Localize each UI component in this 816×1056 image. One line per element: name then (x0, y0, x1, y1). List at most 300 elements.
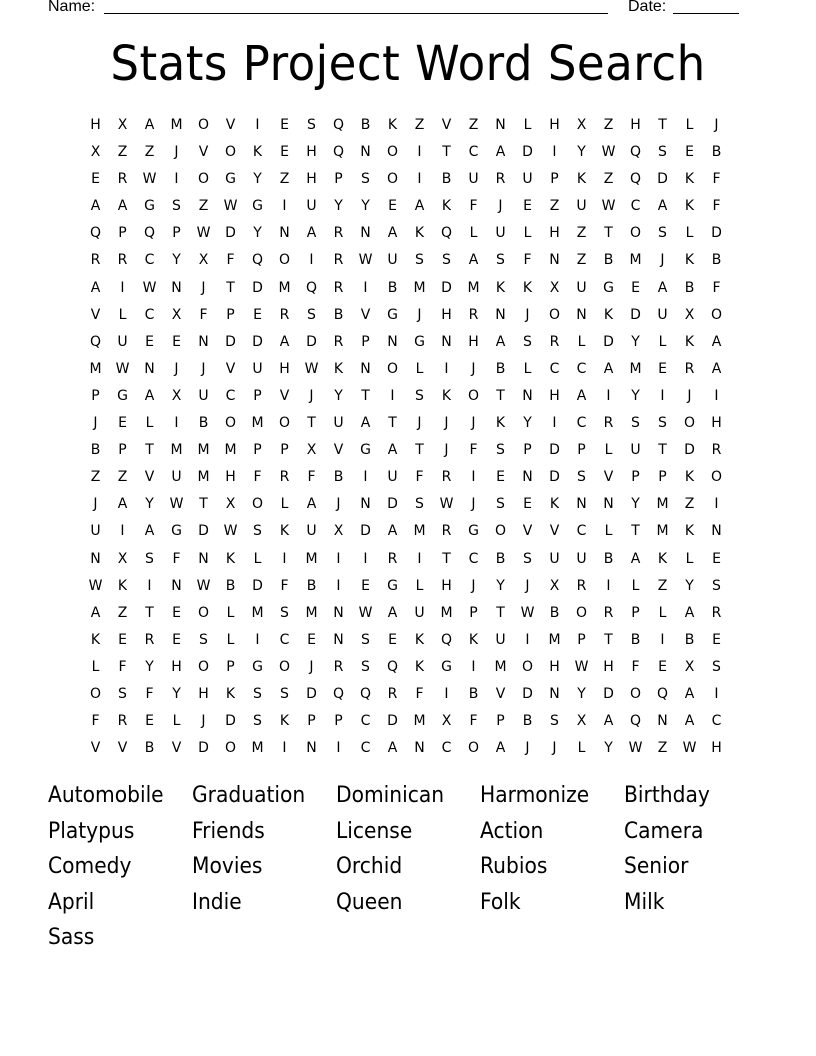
grid-cell[interactable]: H (279, 360, 290, 377)
grid-cell[interactable]: D (306, 685, 317, 702)
grid-cell[interactable]: K (225, 685, 236, 702)
grid-cell[interactable]: Z (279, 171, 290, 188)
grid-cell[interactable]: R (279, 469, 290, 486)
grid-cell[interactable]: U (576, 550, 587, 567)
grid-cell[interactable]: D (711, 225, 722, 242)
grid-cell[interactable]: G (225, 171, 236, 188)
grid-cell[interactable]: L (226, 631, 235, 648)
grid-cell[interactable]: U (468, 171, 479, 188)
grid-cell[interactable]: E (307, 631, 316, 648)
grid-cell[interactable]: R (603, 604, 614, 621)
grid-cell[interactable]: Z (468, 117, 479, 133)
grid-cell[interactable]: Y (631, 387, 640, 404)
grid-cell[interactable]: C (576, 415, 587, 432)
grid-cell[interactable]: D (225, 225, 236, 242)
grid-cell[interactable]: O (197, 604, 210, 621)
grid-cell[interactable]: C (144, 306, 155, 323)
grid-cell[interactable]: W (682, 740, 697, 757)
grid-cell[interactable]: X (306, 442, 317, 459)
grid-cell[interactable]: T (442, 144, 451, 161)
grid-cell[interactable]: V (225, 360, 236, 377)
grid-cell[interactable]: Z (549, 198, 560, 215)
grid-cell[interactable]: I (147, 577, 152, 594)
grid-cell[interactable]: K (684, 171, 695, 188)
grid-cell[interactable]: O (197, 658, 210, 675)
grid-cell[interactable]: V (90, 740, 101, 757)
grid-cell[interactable]: I (606, 577, 611, 594)
grid-cell[interactable]: U (576, 198, 587, 215)
grid-cell[interactable]: S (577, 469, 586, 486)
grid-cell[interactable]: J (498, 198, 503, 215)
grid-cell[interactable]: O (386, 360, 399, 377)
grid-cell[interactable]: V (225, 117, 236, 133)
grid-cell[interactable]: D (522, 685, 533, 702)
grid-cell[interactable]: W (196, 225, 211, 242)
grid-cell[interactable]: P (226, 658, 235, 675)
grid-cell[interactable]: D (630, 306, 641, 323)
grid-cell[interactable]: N (360, 360, 371, 377)
grid-cell[interactable]: H (306, 144, 317, 161)
grid-cell[interactable]: O (710, 306, 723, 323)
grid-cell[interactable]: S (118, 685, 127, 702)
grid-cell[interactable]: P (523, 442, 532, 459)
grid-cell[interactable]: Y (604, 740, 613, 757)
grid-cell[interactable]: Q (629, 144, 642, 161)
grid-cell[interactable]: J (471, 496, 476, 513)
grid-cell[interactable]: K (414, 631, 425, 648)
grid-cell[interactable]: W (223, 198, 238, 215)
grid-cell[interactable]: G (468, 523, 479, 540)
grid-cell[interactable]: B (603, 550, 614, 567)
grid-cell[interactable]: Q (629, 171, 642, 188)
grid-cell[interactable]: R (603, 415, 614, 432)
grid-cell[interactable]: R (333, 658, 344, 675)
grid-cell[interactable]: I (417, 144, 422, 161)
grid-cell[interactable]: W (628, 740, 643, 757)
grid-cell[interactable]: R (495, 171, 506, 188)
grid-cell[interactable]: F (118, 658, 127, 675)
grid-cell[interactable]: L (658, 333, 667, 350)
grid-cell[interactable]: Z (144, 144, 155, 161)
grid-cell[interactable]: L (145, 415, 154, 432)
grid-cell[interactable]: V (117, 740, 128, 757)
grid-cell[interactable]: L (604, 442, 613, 459)
grid-cell[interactable]: M (305, 550, 318, 567)
grid-cell[interactable]: P (361, 333, 370, 350)
date-field[interactable] (673, 13, 739, 14)
grid-cell[interactable]: K (90, 631, 101, 648)
grid-cell[interactable]: M (251, 740, 264, 757)
grid-cell[interactable]: P (469, 604, 478, 621)
grid-cell[interactable]: O (89, 685, 102, 702)
grid-cell[interactable]: D (198, 740, 209, 757)
grid-cell[interactable]: H (549, 658, 560, 675)
grid-cell[interactable]: L (415, 577, 424, 594)
grid-cell[interactable]: Y (523, 415, 532, 432)
grid-cell[interactable]: D (603, 685, 614, 702)
grid-cell[interactable]: J (660, 252, 665, 269)
grid-cell[interactable]: I (660, 631, 665, 648)
grid-cell[interactable]: U (549, 550, 560, 567)
grid-cell[interactable]: B (360, 117, 371, 133)
grid-cell[interactable]: E (172, 604, 181, 621)
grid-cell[interactable]: T (442, 550, 451, 567)
grid-cell[interactable]: Y (577, 685, 586, 702)
grid-cell[interactable]: L (226, 604, 235, 621)
grid-cell[interactable]: C (468, 550, 479, 567)
grid-cell[interactable]: C (225, 387, 236, 404)
grid-cell[interactable]: A (387, 604, 398, 621)
grid-cell[interactable]: O (548, 306, 561, 323)
grid-cell[interactable]: H (711, 415, 722, 432)
grid-cell[interactable]: L (253, 550, 262, 567)
grid-cell[interactable]: L (118, 306, 127, 323)
grid-cell[interactable]: E (145, 333, 154, 350)
grid-cell[interactable]: Z (603, 171, 614, 188)
grid-cell[interactable]: N (387, 333, 398, 350)
grid-cell[interactable]: V (144, 469, 155, 486)
grid-cell[interactable]: S (307, 117, 316, 133)
grid-cell[interactable]: I (552, 144, 557, 161)
grid-cell[interactable]: X (441, 713, 452, 730)
grid-cell[interactable]: G (144, 198, 155, 215)
grid-cell[interactable]: M (170, 117, 183, 133)
grid-cell[interactable]: T (145, 604, 154, 621)
grid-cell[interactable]: O (683, 415, 696, 432)
name-field[interactable] (104, 13, 608, 14)
grid-cell[interactable]: X (549, 577, 560, 594)
grid-cell[interactable]: D (603, 333, 614, 350)
grid-cell[interactable]: N (495, 306, 506, 323)
grid-cell[interactable]: U (387, 469, 398, 486)
grid-cell[interactable]: Y (172, 685, 181, 702)
grid-cell[interactable]: B (333, 306, 344, 323)
grid-cell[interactable]: N (306, 740, 317, 757)
grid-cell[interactable]: A (279, 333, 290, 350)
grid-cell[interactable]: I (174, 415, 179, 432)
grid-cell[interactable]: A (414, 198, 425, 215)
grid-cell[interactable]: R (117, 252, 128, 269)
grid-cell[interactable]: K (684, 469, 695, 486)
grid-cell[interactable]: R (387, 685, 398, 702)
grid-cell[interactable]: A (90, 604, 101, 621)
grid-cell[interactable]: U (495, 631, 506, 648)
grid-cell[interactable]: B (144, 740, 155, 757)
grid-cell[interactable]: H (198, 685, 209, 702)
grid-cell[interactable]: J (174, 360, 179, 377)
grid-cell[interactable]: K (684, 523, 695, 540)
grid-cell[interactable]: M (548, 631, 561, 648)
grid-cell[interactable]: T (496, 604, 505, 621)
grid-cell[interactable]: P (172, 225, 181, 242)
grid-cell[interactable]: S (307, 306, 316, 323)
grid-cell[interactable]: N (333, 631, 344, 648)
grid-cell[interactable]: L (685, 225, 694, 242)
grid-cell[interactable]: H (171, 658, 182, 675)
grid-cell[interactable]: Y (253, 225, 262, 242)
grid-cell[interactable]: S (172, 198, 181, 215)
grid-cell[interactable]: J (525, 740, 530, 757)
grid-cell[interactable]: S (361, 658, 370, 675)
grid-cell[interactable]: S (712, 658, 721, 675)
grid-cell[interactable]: Y (253, 171, 262, 188)
grid-cell[interactable]: N (171, 279, 182, 296)
grid-cell[interactable]: G (117, 387, 128, 404)
grid-cell[interactable]: D (252, 333, 263, 350)
grid-cell[interactable]: O (197, 171, 210, 188)
grid-cell[interactable]: L (523, 360, 532, 377)
grid-cell[interactable]: F (469, 442, 478, 459)
grid-cell[interactable]: I (714, 685, 719, 702)
grid-cell[interactable]: E (253, 306, 262, 323)
grid-cell[interactable]: X (117, 117, 128, 133)
grid-cell[interactable]: K (495, 415, 506, 432)
grid-cell[interactable]: K (684, 252, 695, 269)
grid-cell[interactable]: E (631, 279, 640, 296)
grid-cell[interactable]: U (306, 523, 317, 540)
grid-cell[interactable]: O (386, 144, 399, 161)
grid-cell[interactable]: M (629, 252, 642, 269)
grid-cell[interactable]: K (225, 550, 236, 567)
grid-cell[interactable]: B (711, 144, 722, 161)
grid-cell[interactable]: Q (386, 658, 399, 675)
grid-cell[interactable]: K (657, 550, 668, 567)
grid-cell[interactable]: L (631, 577, 640, 594)
grid-cell[interactable]: D (306, 333, 317, 350)
grid-cell[interactable]: A (657, 198, 668, 215)
grid-cell[interactable]: D (225, 713, 236, 730)
grid-cell[interactable]: W (601, 144, 616, 161)
grid-cell[interactable]: C (441, 740, 452, 757)
grid-cell[interactable]: S (253, 523, 262, 540)
grid-cell[interactable]: W (115, 360, 130, 377)
grid-cell[interactable]: T (658, 442, 667, 459)
grid-cell[interactable]: B (90, 442, 101, 459)
grid-cell[interactable]: N (603, 496, 614, 513)
grid-cell[interactable]: Q (656, 685, 669, 702)
grid-cell[interactable]: Z (576, 225, 587, 242)
grid-cell[interactable]: L (604, 523, 613, 540)
grid-cell[interactable]: I (309, 252, 314, 269)
grid-cell[interactable]: P (631, 604, 640, 621)
grid-cell[interactable]: R (279, 306, 290, 323)
grid-cell[interactable]: T (415, 442, 424, 459)
grid-cell[interactable]: G (414, 333, 425, 350)
grid-cell[interactable]: F (280, 577, 289, 594)
grid-cell[interactable]: P (253, 442, 262, 459)
grid-cell[interactable]: G (360, 442, 371, 459)
grid-cell[interactable]: B (333, 469, 344, 486)
grid-cell[interactable]: A (306, 225, 317, 242)
grid-cell[interactable]: L (523, 225, 532, 242)
grid-cell[interactable]: L (280, 496, 289, 513)
grid-cell[interactable]: F (415, 685, 424, 702)
grid-cell[interactable]: V (90, 306, 101, 323)
grid-cell[interactable]: S (442, 252, 451, 269)
grid-cell[interactable]: S (523, 550, 532, 567)
grid-cell[interactable]: C (549, 360, 560, 377)
grid-cell[interactable]: V (522, 523, 533, 540)
grid-cell[interactable]: C (360, 713, 371, 730)
grid-cell[interactable]: F (712, 279, 721, 296)
grid-cell[interactable]: M (467, 279, 480, 296)
grid-cell[interactable]: P (118, 442, 127, 459)
grid-cell[interactable]: A (117, 496, 128, 513)
grid-cell[interactable]: I (363, 279, 368, 296)
grid-cell[interactable]: A (495, 144, 506, 161)
grid-cell[interactable]: H (441, 577, 452, 594)
grid-cell[interactable]: F (415, 469, 424, 486)
grid-cell[interactable]: O (467, 740, 480, 757)
grid-cell[interactable]: C (711, 713, 722, 730)
grid-cell[interactable]: Q (629, 713, 642, 730)
grid-cell[interactable]: M (440, 604, 453, 621)
grid-cell[interactable]: R (441, 469, 452, 486)
grid-cell[interactable]: X (684, 306, 695, 323)
grid-cell[interactable]: T (199, 496, 208, 513)
grid-cell[interactable]: D (360, 523, 371, 540)
grid-cell[interactable]: J (417, 306, 422, 323)
grid-cell[interactable]: I (471, 469, 476, 486)
grid-cell[interactable]: I (552, 415, 557, 432)
grid-cell[interactable]: A (306, 496, 317, 513)
grid-cell[interactable]: N (333, 604, 344, 621)
grid-cell[interactable]: U (522, 171, 533, 188)
grid-cell[interactable]: X (171, 306, 182, 323)
grid-cell[interactable]: B (225, 577, 236, 594)
grid-cell[interactable]: D (198, 523, 209, 540)
grid-cell[interactable]: X (549, 279, 560, 296)
grid-cell[interactable]: Z (684, 496, 695, 513)
grid-cell[interactable]: Q (143, 225, 156, 242)
grid-cell[interactable]: Q (89, 333, 102, 350)
grid-cell[interactable]: S (415, 496, 424, 513)
grid-cell[interactable]: U (198, 387, 209, 404)
grid-cell[interactable]: R (90, 252, 101, 269)
grid-cell[interactable]: N (360, 496, 371, 513)
grid-cell[interactable]: P (577, 442, 586, 459)
grid-cell[interactable]: S (550, 713, 559, 730)
grid-cell[interactable]: A (144, 117, 155, 133)
grid-cell[interactable]: Y (631, 496, 640, 513)
grid-cell[interactable]: N (549, 252, 560, 269)
grid-cell[interactable]: N (576, 496, 587, 513)
grid-cell[interactable]: V (279, 387, 290, 404)
grid-cell[interactable]: O (386, 171, 399, 188)
grid-cell[interactable]: N (549, 685, 560, 702)
grid-cell[interactable]: I (282, 198, 287, 215)
grid-cell[interactable]: Q (89, 225, 102, 242)
grid-cell[interactable]: K (441, 387, 452, 404)
grid-cell[interactable]: Q (332, 685, 345, 702)
grid-cell[interactable]: N (90, 550, 101, 567)
grid-cell[interactable]: M (278, 279, 291, 296)
grid-cell[interactable]: O (494, 523, 507, 540)
grid-cell[interactable]: I (336, 740, 341, 757)
grid-cell[interactable]: A (90, 198, 101, 215)
grid-cell[interactable]: W (142, 279, 157, 296)
grid-cell[interactable]: C (360, 740, 371, 757)
grid-cell[interactable]: N (279, 225, 290, 242)
grid-cell[interactable]: D (549, 442, 560, 459)
grid-cell[interactable]: P (118, 225, 127, 242)
grid-cell[interactable]: H (90, 117, 101, 133)
grid-cell[interactable]: L (172, 713, 181, 730)
grid-cell[interactable]: A (90, 279, 101, 296)
grid-cell[interactable]: Q (332, 144, 345, 161)
grid-cell[interactable]: W (574, 658, 589, 675)
grid-cell[interactable]: J (336, 496, 341, 513)
grid-cell[interactable]: G (603, 279, 614, 296)
grid-cell[interactable]: I (255, 117, 260, 133)
grid-cell[interactable]: D (252, 279, 263, 296)
grid-cell[interactable]: Q (359, 685, 372, 702)
grid-cell[interactable]: S (496, 496, 505, 513)
grid-cell[interactable]: I (660, 387, 665, 404)
grid-cell[interactable]: O (224, 740, 237, 757)
grid-cell[interactable]: F (226, 252, 235, 269)
grid-cell[interactable]: A (468, 252, 479, 269)
grid-cell[interactable]: F (91, 713, 100, 730)
grid-cell[interactable]: N (171, 577, 182, 594)
grid-cell[interactable]: R (117, 171, 128, 188)
grid-cell[interactable]: T (604, 631, 613, 648)
grid-cell[interactable]: J (417, 415, 422, 432)
grid-cell[interactable]: E (712, 631, 721, 648)
grid-cell[interactable]: B (387, 279, 398, 296)
grid-cell[interactable]: D (225, 333, 236, 350)
grid-cell[interactable]: F (172, 550, 181, 567)
grid-cell[interactable]: J (471, 360, 476, 377)
grid-cell[interactable]: G (387, 577, 398, 594)
grid-cell[interactable]: M (197, 442, 210, 459)
grid-cell[interactable]: U (576, 279, 587, 296)
grid-cell[interactable]: A (684, 713, 695, 730)
grid-cell[interactable]: A (387, 740, 398, 757)
grid-cell[interactable]: Y (145, 496, 154, 513)
grid-cell[interactable]: X (198, 252, 209, 269)
grid-cell[interactable]: O (278, 415, 291, 432)
grid-cell[interactable]: B (684, 279, 695, 296)
grid-cell[interactable]: J (714, 117, 719, 133)
grid-cell[interactable]: J (552, 740, 557, 757)
grid-cell[interactable]: L (523, 117, 532, 133)
grid-cell[interactable]: J (201, 279, 206, 296)
grid-cell[interactable]: K (549, 496, 560, 513)
grid-cell[interactable]: J (471, 577, 476, 594)
grid-cell[interactable]: K (684, 198, 695, 215)
grid-cell[interactable]: Z (198, 198, 209, 215)
grid-cell[interactable]: I (714, 496, 719, 513)
grid-cell[interactable]: B (198, 415, 209, 432)
grid-cell[interactable]: Z (414, 117, 425, 133)
grid-cell[interactable]: M (89, 360, 102, 377)
grid-cell[interactable]: H (468, 333, 479, 350)
grid-cell[interactable]: A (360, 415, 371, 432)
grid-cell[interactable]: F (253, 469, 262, 486)
grid-cell[interactable]: I (471, 658, 476, 675)
grid-cell[interactable]: O (575, 604, 588, 621)
grid-cell[interactable]: H (441, 306, 452, 323)
grid-cell[interactable]: N (360, 225, 371, 242)
grid-cell[interactable]: Z (657, 577, 668, 594)
grid-cell[interactable]: C (576, 523, 587, 540)
grid-cell[interactable]: Y (334, 198, 343, 215)
grid-cell[interactable]: L (685, 117, 694, 133)
grid-cell[interactable]: B (630, 631, 641, 648)
grid-cell[interactable]: Z (603, 117, 614, 133)
grid-cell[interactable]: N (576, 306, 587, 323)
